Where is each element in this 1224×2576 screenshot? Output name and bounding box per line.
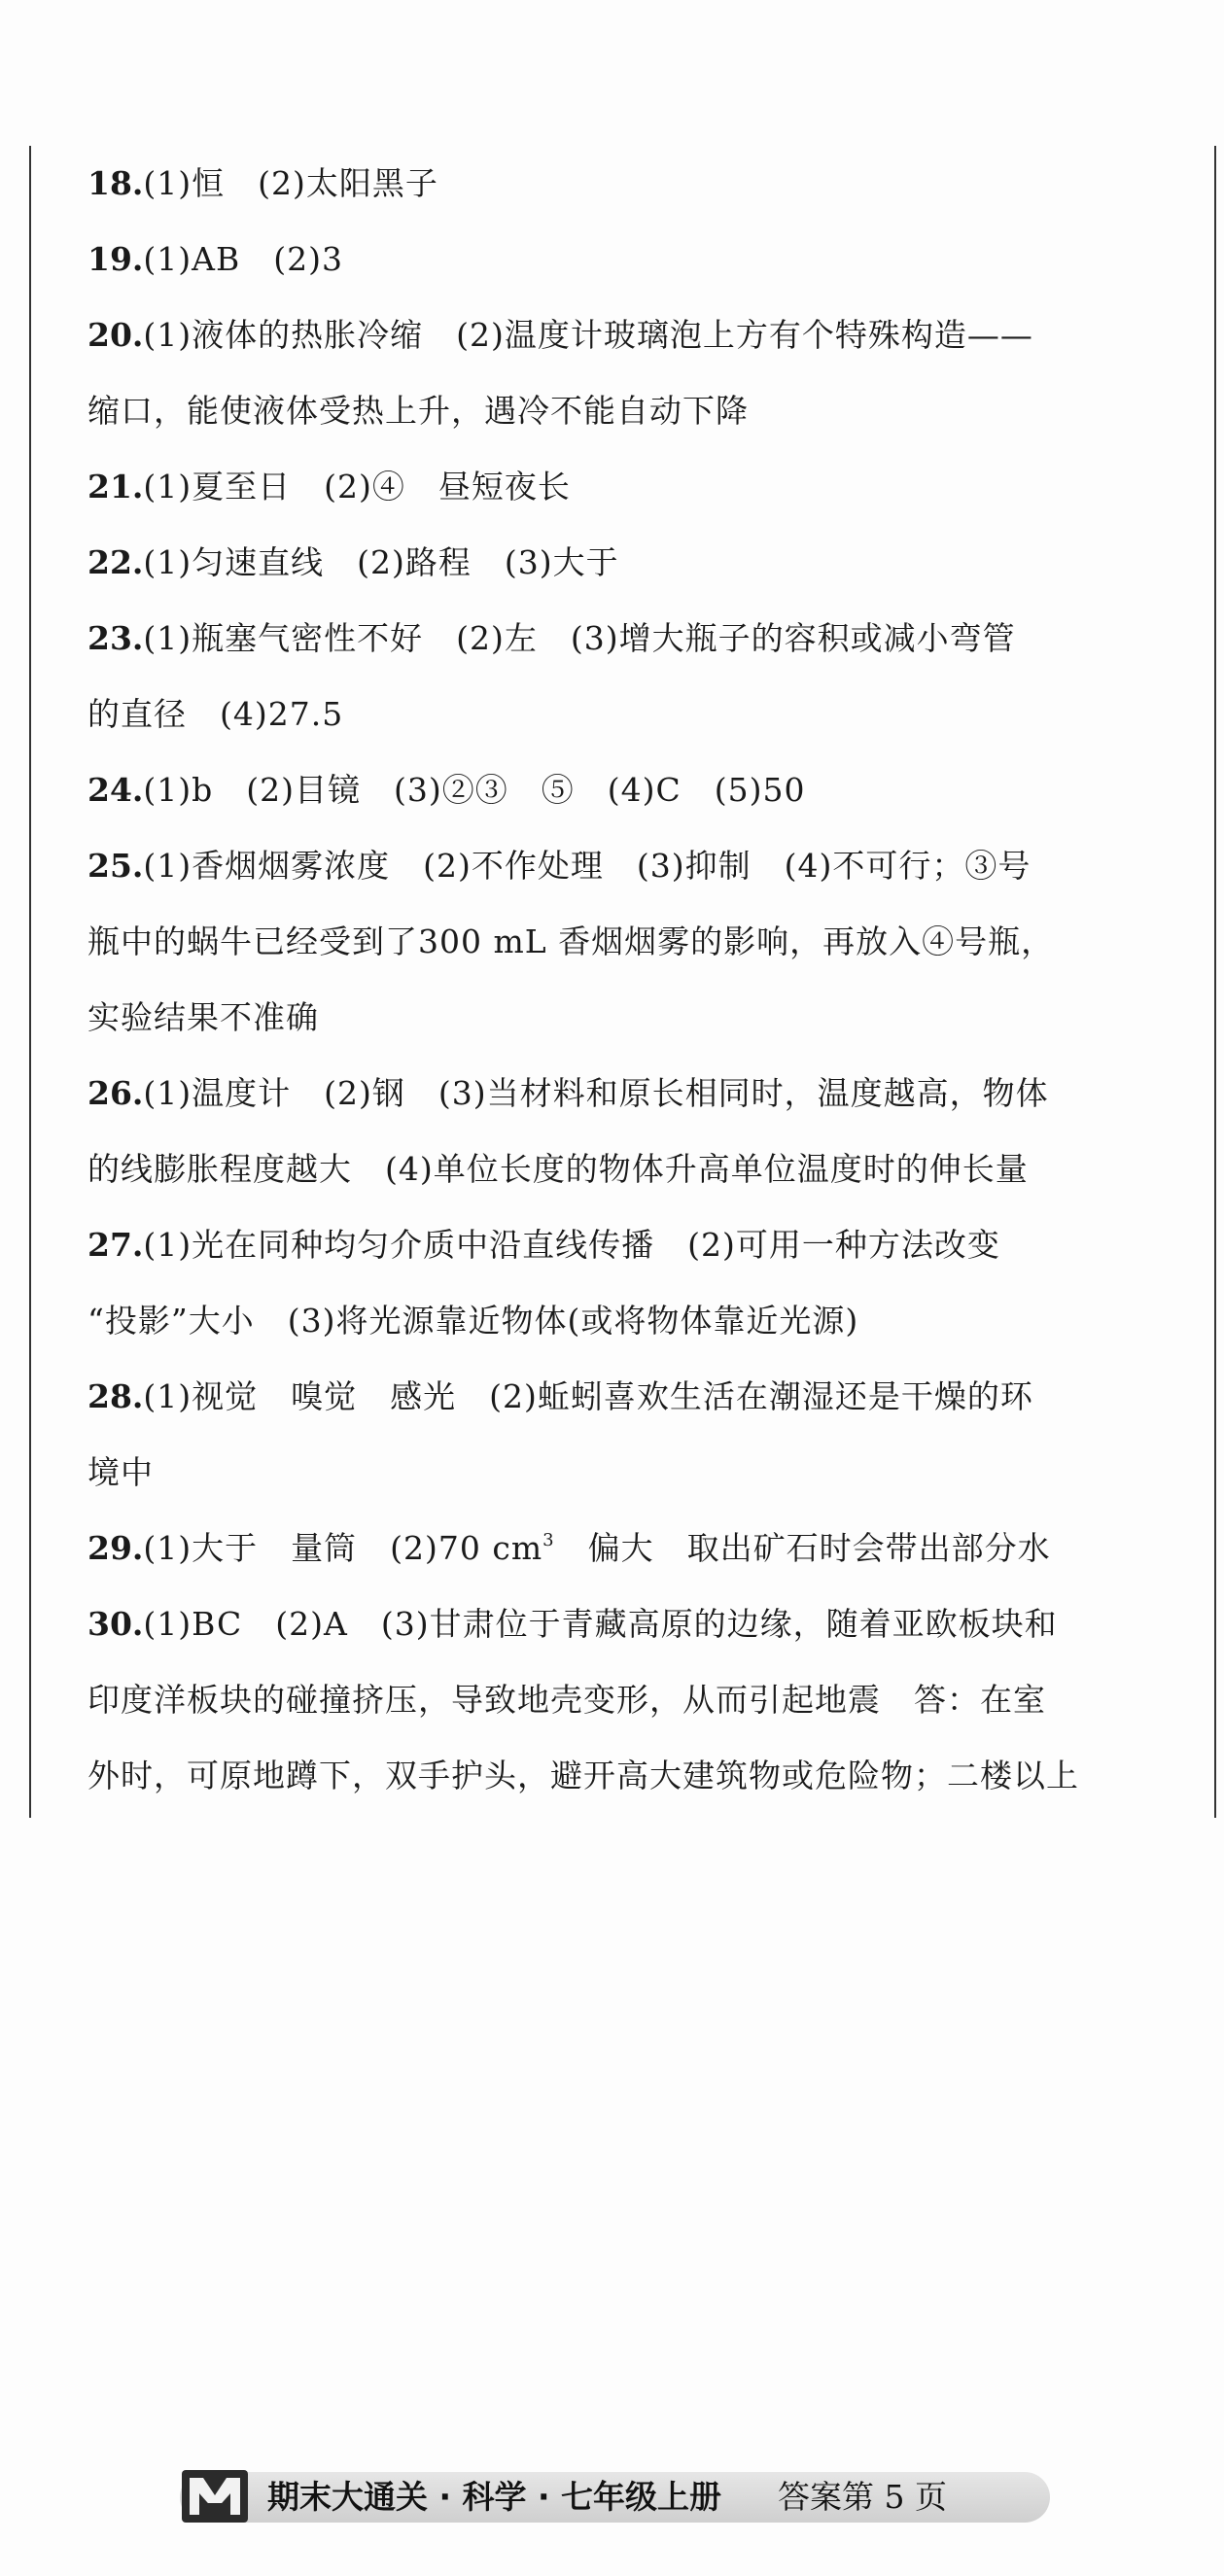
answer-line [87, 525, 1157, 601]
answer-text: “投影”大小 (3)将光源靠近物体(或将物体靠近光源) [87, 1302, 859, 1340]
answer-line [87, 1056, 1157, 1131]
answer-text: (1)液体的热胀冷缩 (2)温度计玻璃泡上方有个特殊构造—— [143, 316, 1033, 354]
answer-line [87, 1359, 1157, 1435]
answer-text: (1)匀速直线 (2)路程 (3)大于 [143, 543, 619, 581]
question-number: 28. [87, 1377, 144, 1415]
answer-line [87, 828, 1157, 904]
answer-line [87, 752, 1157, 828]
answer-text: (1)视觉 嗅觉 感光 (2)蚯蚓喜欢生活在潮湿还是干燥的环 [143, 1377, 1033, 1415]
question-number: 25. [87, 847, 144, 885]
answer-text: (1)BC (2)A (3)甘肃位于青藏高原的边缘，随着亚欧板块和 [143, 1605, 1058, 1643]
answer-content [87, 146, 1157, 1814]
answer-text: 瓶中的蜗牛已经受到了300 mL 香烟烟雾的影响，再放入④号瓶， [87, 922, 1055, 960]
left-margin-rule [29, 146, 31, 1818]
answer-text: 外时，可原地蹲下，双手护头，避开高大建筑物或危险物；二楼以上 [87, 1757, 1079, 1794]
answer-text-tail: 偏大 取出矿石时会带出部分水 [554, 1529, 1051, 1567]
answer-line [87, 1738, 1157, 1814]
question-number: 18. [87, 164, 144, 202]
answer-text: (1)夏至日 (2)④ 昼短夜长 [143, 468, 571, 505]
question-number: 29. [87, 1529, 144, 1567]
question-number: 21. [87, 468, 144, 505]
answer-text: (1)温度计 (2)钢 (3)当材料和原长相同时，温度越高，物体 [143, 1074, 1049, 1112]
answer-line [87, 601, 1157, 677]
answer-text: (1)香烟烟雾浓度 (2)不作处理 (3)抑制 (4)不可行；③号 [143, 847, 1032, 885]
answer-text: 的直径 (4)27.5 [87, 695, 344, 733]
answer-text: 缩口，能使液体受热上升，遇冷不能自动下降 [87, 392, 749, 430]
footer-page-number: 答案第 5 页 [778, 2478, 947, 2516]
answer-line [87, 1511, 1157, 1586]
answer-text: 印度洋板块的碰撞挤压，导致地壳变形，从而引起地震 答：在室 [87, 1681, 1046, 1719]
page-footer [180, 2466, 1055, 2526]
question-number: 20. [87, 316, 144, 354]
answer-text: (1)光在同种均匀介质中沿直线传播 (2)可用一种方法改变 [143, 1226, 1000, 1264]
book-logo-icon [180, 2466, 250, 2526]
superscript: 3 [542, 1530, 555, 1550]
footer-book-title: 期末大通关 · 科学 · 七年级上册 [267, 2478, 722, 2516]
answer-line [87, 222, 1157, 297]
question-number: 23. [87, 619, 144, 657]
question-number: 24. [87, 771, 144, 809]
answer-text: (1)大于 量筒 (2)70 cm [143, 1529, 543, 1567]
answer-text: 境中 [87, 1453, 154, 1491]
answer-line [87, 1207, 1157, 1283]
answer-line [87, 1586, 1157, 1662]
answer-line [87, 373, 1157, 449]
answer-line [87, 1283, 1157, 1359]
answer-text: (1)瓶塞气密性不好 (2)左 (3)增大瓶子的容积或减小弯管 [143, 619, 1016, 657]
question-number: 30. [87, 1605, 144, 1643]
answer-line [87, 677, 1157, 752]
answer-text: (1)AB (2)3 [143, 240, 343, 278]
right-margin-rule [1214, 146, 1216, 1818]
answer-line [87, 1662, 1157, 1738]
question-number: 27. [87, 1226, 144, 1264]
answer-text: (1)b (2)目镜 (3)②③ ⑤ (4)C (5)50 [143, 771, 806, 809]
answer-line [87, 297, 1157, 373]
answer-line [87, 1131, 1157, 1207]
answer-line [87, 904, 1157, 980]
answer-text: 的线膨胀程度越大 (4)单位长度的物体升高单位温度时的伸长量 [87, 1150, 1029, 1188]
answer-line [87, 449, 1157, 525]
answer-text: (1)恒 (2)太阳黑子 [143, 164, 438, 202]
question-number: 26. [87, 1074, 144, 1112]
question-number: 19. [87, 240, 144, 278]
answer-line [87, 146, 1157, 222]
question-number: 22. [87, 543, 144, 581]
answer-text: 实验结果不准确 [87, 998, 319, 1036]
answer-line [87, 1435, 1157, 1511]
answer-line [87, 980, 1157, 1056]
